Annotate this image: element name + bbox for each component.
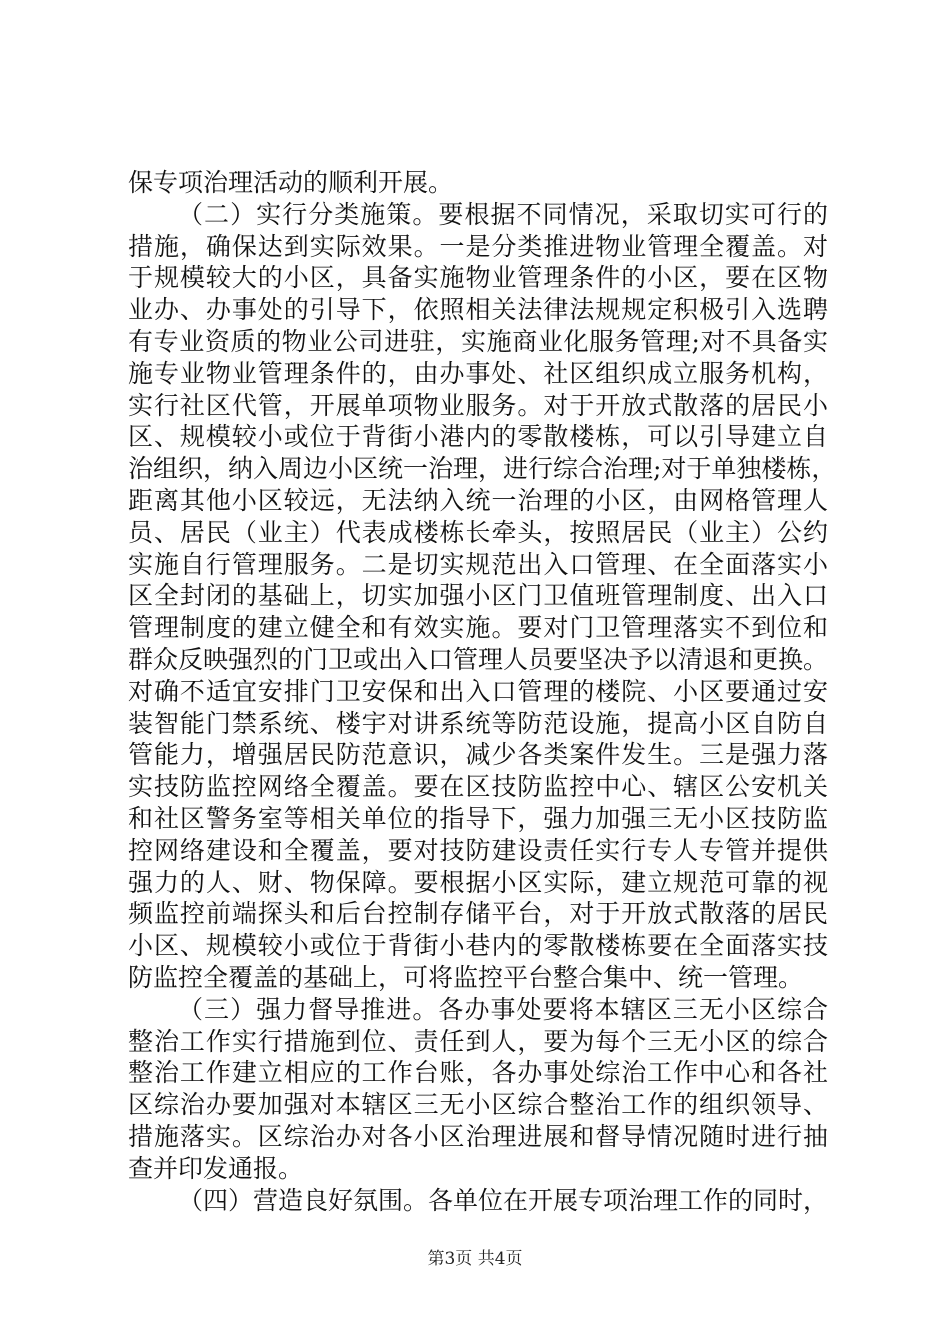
text-line: 保专项治理活动的顺利开展。 [128,168,454,197]
text-line: 施专业物业管理条件的，由办事处、社区组织成立服务机构， [128,358,828,388]
page-number-label: 第3页 共4页 [427,1249,523,1269]
text-line: 小区、规模较小或位于背街小巷内的零散楼栋要在全面落实技 [128,931,828,961]
text-line: 实行社区代管，开展单项物业服务。对于开放式散落的居民小 [128,390,828,420]
text-line: 整治工作建立相应的工作台账，各办事处综治工作中心和各社 [128,1058,828,1088]
text-line: 群众反映强烈的门卫或出入口管理人员要坚决予以清退和更换。 [128,644,829,674]
text-line: 区、规模较小或位于背街小港内的零散楼栋，可以引导建立自 [128,422,828,452]
text-line: 查并印发通报。 [128,1153,304,1183]
text-line: 实施自行管理服务。二是切实规范出入口管理、在全面落实小 [128,549,828,579]
text-line: 和社区警务室等相关单位的指导下，强力加强三无小区技防监 [128,803,828,833]
text-line: 业办、办事处的引导下，依照相关法律法规规定积极引入选聘 [128,295,828,325]
paragraph-heading-line: （三）强力督导推进。各办事处要将本辖区三无小区综合 [178,994,828,1024]
text-line: 员、居民（业主）代表成楼栋长牵头，按照居民（业主）公约 [128,517,828,547]
text-line: 措施落实。区综治办对各小区治理进展和督导情况随时进行抽 [128,1121,828,1151]
paragraph-heading-line: （二）实行分类施策。要根据不同情况，采取切实可行的 [178,199,828,229]
paragraph-heading-line: （四）营造良好氛围。各单位在开展专项治理工作的同时， [178,1185,829,1215]
text-line: 防监控全覆盖的基础上，可将监控平台整合集中、统一管理。 [128,962,804,992]
text-line: 频监控前端探头和后台控制存储平台，对于开放式散落的居民 [128,899,828,929]
text-line: 有专业资质的物业公司进驻，实施商业化服务管理;对不具备实 [128,326,828,356]
text-line: 控网络建设和全覆盖，要对技防建设责任实行专人专管并提供 [128,835,828,865]
text-line: 区综治办要加强对本辖区三无小区综合整治工作的组织领导、 [128,1090,828,1120]
document-body [128,167,837,1216]
text-line: 整治工作实行措施到位、责任到人，要为每个三无小区的综合 [128,1026,828,1056]
text-line: 实技防监控网络全覆盖。要在区技防监控中心、辖区公安机关 [128,772,828,802]
text-line: 强力的人、财、物保障。要根据小区实际，建立规范可靠的视 [128,867,828,897]
text-line: 区全封闭的基础上，切实加强小区门卫值班管理制度、出入口 [128,581,828,611]
text-line: 距离其他小区较远，无法纳入统一治理的小区，由网格管理人 [128,485,828,515]
text-line: 措施，确保达到实际效果。一是分类推进物业管理全覆盖。对 [128,231,828,261]
text-line: 装智能门禁系统、楼宇对讲系统等防范设施，提高小区自防自 [128,708,828,738]
text-line: 对确不适宜安排门卫安保和出入口管理的楼院、小区要通过安 [128,676,828,706]
text-line: 管理制度的建立健全和有效实施。要对门卫管理落实不到位和 [128,613,828,643]
text-line: 于规模较大的小区，具备实施物业管理条件的小区，要在区物 [128,263,828,293]
text-line: 治组织，纳入周边小区统一治理，进行综合治理;对于单独楼栋， [128,454,837,484]
text-line: 管能力，增强居民防范意识，减少各类案件发生。三是强力落 [128,740,828,770]
page-footer [0,1244,950,1269]
